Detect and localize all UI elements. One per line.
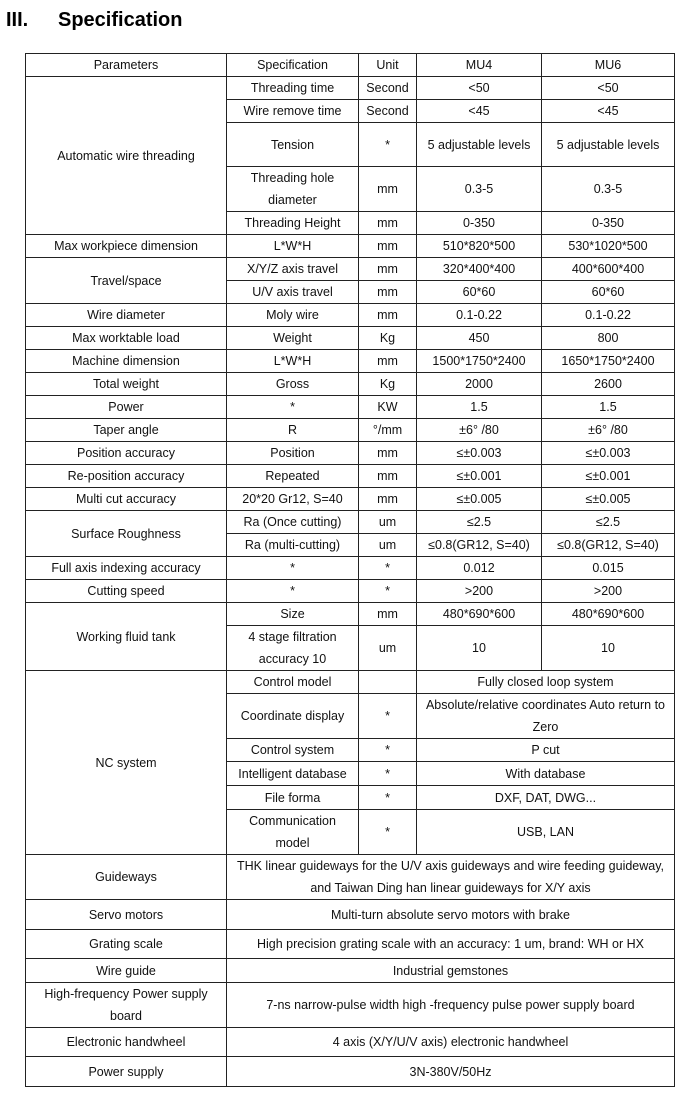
- spec-cell: Intelligent database: [227, 762, 359, 786]
- parameter-cell: NC system: [26, 671, 227, 855]
- parameter-cell: Multi cut accuracy: [26, 488, 227, 511]
- unit-cell: *: [359, 762, 417, 786]
- table-row: [26, 1057, 675, 1087]
- value-cell: DXF, DAT, DWG...: [417, 786, 675, 810]
- spec-cell: U/V axis travel: [227, 281, 359, 304]
- value-cell: 7-ns narrow-pulse width high -frequency pulse power supply board: [227, 983, 675, 1028]
- parameter-cell: Position accuracy: [26, 442, 227, 465]
- table-row: [26, 304, 675, 327]
- mu4-value-cell: <45: [417, 100, 542, 123]
- value-cell: 3N-380V/50Hz: [227, 1057, 675, 1087]
- mu4-value-cell: ≤0.8(GR12, S=40): [417, 534, 542, 557]
- unit-cell: KW: [359, 396, 417, 419]
- parameter-cell: Automatic wire threading: [26, 77, 227, 235]
- table-row: [26, 350, 675, 373]
- mu4-value-cell: ≤±0.005: [417, 488, 542, 511]
- mu4-value-cell: 0.3-5: [417, 167, 542, 212]
- header-cell: MU6: [542, 54, 675, 77]
- parameter-cell: Machine dimension: [26, 350, 227, 373]
- parameter-cell: Power: [26, 396, 227, 419]
- mu6-value-cell: 530*1020*500: [542, 235, 675, 258]
- table-row: [26, 465, 675, 488]
- specification-table-body: [26, 54, 675, 1087]
- parameter-cell: Max worktable load: [26, 327, 227, 350]
- spec-cell: *: [227, 396, 359, 419]
- table-row: [26, 235, 675, 258]
- value-cell: Absolute/relative coordinates Auto return to Zero: [417, 694, 675, 739]
- parameter-cell: Full axis indexing accuracy: [26, 557, 227, 580]
- spec-cell: 4 stage filtration accuracy 10: [227, 626, 359, 671]
- mu4-value-cell: 5 adjustable levels: [417, 123, 542, 167]
- unit-cell: um: [359, 511, 417, 534]
- mu6-value-cell: 0-350: [542, 212, 675, 235]
- mu6-value-cell: 5 adjustable levels: [542, 123, 675, 167]
- unit-cell: mm: [359, 350, 417, 373]
- header-cell: Parameters: [26, 54, 227, 77]
- mu4-value-cell: 450: [417, 327, 542, 350]
- parameter-cell: Total weight: [26, 373, 227, 396]
- parameter-cell: Taper angle: [26, 419, 227, 442]
- spec-cell: Weight: [227, 327, 359, 350]
- spec-cell: 20*20 Gr12, S=40: [227, 488, 359, 511]
- mu4-value-cell: ±6° /80: [417, 419, 542, 442]
- unit-cell: um: [359, 626, 417, 671]
- spec-cell: Threading Height: [227, 212, 359, 235]
- mu4-value-cell: ≤±0.001: [417, 465, 542, 488]
- parameter-cell: Guideways: [26, 855, 227, 900]
- unit-cell: *: [359, 123, 417, 167]
- value-cell: High precision grating scale with an accuracy: 1 um, brand: WH or HX: [227, 930, 675, 959]
- unit-cell: *: [359, 739, 417, 762]
- unit-cell: mm: [359, 258, 417, 281]
- parameter-cell: Electronic handwheel: [26, 1028, 227, 1057]
- value-cell: Industrial gemstones: [227, 959, 675, 983]
- mu6-value-cell: 400*600*400: [542, 258, 675, 281]
- table-row: [26, 327, 675, 350]
- value-cell: Multi-turn absolute servo motors with brake: [227, 900, 675, 930]
- spec-cell: *: [227, 557, 359, 580]
- parameter-cell: Servo motors: [26, 900, 227, 930]
- unit-cell: mm: [359, 304, 417, 327]
- mu6-value-cell: 1.5: [542, 396, 675, 419]
- table-row: [26, 557, 675, 580]
- specification-table: [25, 53, 675, 1087]
- header-cell: Specification: [227, 54, 359, 77]
- unit-cell: Kg: [359, 373, 417, 396]
- mu6-value-cell: ≤2.5: [542, 511, 675, 534]
- mu4-value-cell: 320*400*400: [417, 258, 542, 281]
- table-row: [26, 511, 675, 534]
- spec-cell: Gross: [227, 373, 359, 396]
- table-row: [26, 603, 675, 626]
- unit-cell: mm: [359, 212, 417, 235]
- mu4-value-cell: 1500*1750*2400: [417, 350, 542, 373]
- unit-cell: mm: [359, 167, 417, 212]
- spec-cell: X/Y/Z axis travel: [227, 258, 359, 281]
- mu4-value-cell: ≤2.5: [417, 511, 542, 534]
- mu6-value-cell: 60*60: [542, 281, 675, 304]
- mu4-value-cell: 480*690*600: [417, 603, 542, 626]
- spec-cell: L*W*H: [227, 350, 359, 373]
- spec-cell: *: [227, 580, 359, 603]
- table-row: [26, 442, 675, 465]
- mu6-value-cell: 0.3-5: [542, 167, 675, 212]
- spec-cell: Size: [227, 603, 359, 626]
- spec-cell: Wire remove time: [227, 100, 359, 123]
- spec-cell: Moly wire: [227, 304, 359, 327]
- table-row: [26, 983, 675, 1028]
- unit-cell: °/mm: [359, 419, 417, 442]
- table-row: [26, 419, 675, 442]
- mu4-value-cell: <50: [417, 77, 542, 100]
- mu4-value-cell: 2000: [417, 373, 542, 396]
- unit-cell: mm: [359, 603, 417, 626]
- value-cell: P cut: [417, 739, 675, 762]
- section-heading: [6, 6, 182, 34]
- spec-cell: Threading hole diameter: [227, 167, 359, 212]
- mu6-value-cell: 2600: [542, 373, 675, 396]
- value-cell: 4 axis (X/Y/U/V axis) electronic handwheel: [227, 1028, 675, 1057]
- unit-cell: Second: [359, 100, 417, 123]
- value-cell: THK linear guideways for the U/V axis guideways and wire feeding guideway, and Taiwan Ding han linear guideways for X/Y axis: [227, 855, 675, 900]
- spec-cell: File forma: [227, 786, 359, 810]
- spec-cell: Threading time: [227, 77, 359, 100]
- parameter-cell: Grating scale: [26, 930, 227, 959]
- parameter-cell: High-frequency Power supply board: [26, 983, 227, 1028]
- mu6-value-cell: 10: [542, 626, 675, 671]
- parameter-cell: Re-position accuracy: [26, 465, 227, 488]
- mu6-value-cell: <50: [542, 77, 675, 100]
- unit-cell: [359, 671, 417, 694]
- section-title: Specification: [58, 9, 183, 31]
- value-cell: With database: [417, 762, 675, 786]
- mu4-value-cell: 0.012: [417, 557, 542, 580]
- unit-cell: mm: [359, 235, 417, 258]
- parameter-cell: Wire guide: [26, 959, 227, 983]
- unit-cell: mm: [359, 465, 417, 488]
- unit-cell: Kg: [359, 327, 417, 350]
- mu6-value-cell: 0.1-0.22: [542, 304, 675, 327]
- unit-cell: *: [359, 786, 417, 810]
- spec-cell: Communication model: [227, 810, 359, 855]
- table-row: [26, 959, 675, 983]
- mu6-value-cell: ≤±0.005: [542, 488, 675, 511]
- table-row: [26, 373, 675, 396]
- parameter-cell: Wire diameter: [26, 304, 227, 327]
- mu6-value-cell: 0.015: [542, 557, 675, 580]
- parameter-cell: Surface Roughness: [26, 511, 227, 557]
- mu4-value-cell: 10: [417, 626, 542, 671]
- mu6-value-cell: ±6° /80: [542, 419, 675, 442]
- table-row: [26, 1028, 675, 1057]
- spec-cell: Ra (multi-cutting): [227, 534, 359, 557]
- spec-cell: Coordinate display: [227, 694, 359, 739]
- unit-cell: Second: [359, 77, 417, 100]
- mu6-value-cell: ≤0.8(GR12, S=40): [542, 534, 675, 557]
- spec-cell: Tension: [227, 123, 359, 167]
- spec-cell: Control system: [227, 739, 359, 762]
- value-cell: USB, LAN: [417, 810, 675, 855]
- unit-cell: mm: [359, 488, 417, 511]
- mu4-value-cell: >200: [417, 580, 542, 603]
- mu6-value-cell: 1650*1750*2400: [542, 350, 675, 373]
- header-cell: MU4: [417, 54, 542, 77]
- table-row: [26, 77, 675, 100]
- mu6-value-cell: >200: [542, 580, 675, 603]
- mu4-value-cell: 510*820*500: [417, 235, 542, 258]
- mu4-value-cell: 60*60: [417, 281, 542, 304]
- unit-cell: um: [359, 534, 417, 557]
- unit-cell: mm: [359, 281, 417, 304]
- spec-cell: Position: [227, 442, 359, 465]
- spec-cell: R: [227, 419, 359, 442]
- spec-cell: L*W*H: [227, 235, 359, 258]
- spec-cell: Repeated: [227, 465, 359, 488]
- mu4-value-cell: 0.1-0.22: [417, 304, 542, 327]
- unit-cell: mm: [359, 442, 417, 465]
- table-row: [26, 258, 675, 281]
- mu4-value-cell: ≤±0.003: [417, 442, 542, 465]
- table-row: [26, 488, 675, 511]
- table-row: [26, 580, 675, 603]
- mu6-value-cell: <45: [542, 100, 675, 123]
- table-row: [26, 671, 675, 694]
- mu6-value-cell: ≤±0.003: [542, 442, 675, 465]
- parameter-cell: Working fluid tank: [26, 603, 227, 671]
- section-number: III.: [6, 9, 29, 31]
- spec-cell: Control model: [227, 671, 359, 694]
- table-row: [26, 930, 675, 959]
- parameter-cell: Cutting speed: [26, 580, 227, 603]
- spec-cell: Ra (Once cutting): [227, 511, 359, 534]
- table-header-row: [26, 54, 675, 77]
- header-cell: Unit: [359, 54, 417, 77]
- mu6-value-cell: 800: [542, 327, 675, 350]
- unit-cell: *: [359, 557, 417, 580]
- parameter-cell: Max workpiece dimension: [26, 235, 227, 258]
- table-row: [26, 396, 675, 419]
- parameter-cell: Travel/space: [26, 258, 227, 304]
- unit-cell: *: [359, 694, 417, 739]
- table-row: [26, 900, 675, 930]
- mu4-value-cell: 0-350: [417, 212, 542, 235]
- mu6-value-cell: 480*690*600: [542, 603, 675, 626]
- mu6-value-cell: ≤±0.001: [542, 465, 675, 488]
- table-row: [26, 855, 675, 900]
- value-cell: Fully closed loop system: [417, 671, 675, 694]
- unit-cell: *: [359, 580, 417, 603]
- parameter-cell: Power supply: [26, 1057, 227, 1087]
- unit-cell: *: [359, 810, 417, 855]
- mu4-value-cell: 1.5: [417, 396, 542, 419]
